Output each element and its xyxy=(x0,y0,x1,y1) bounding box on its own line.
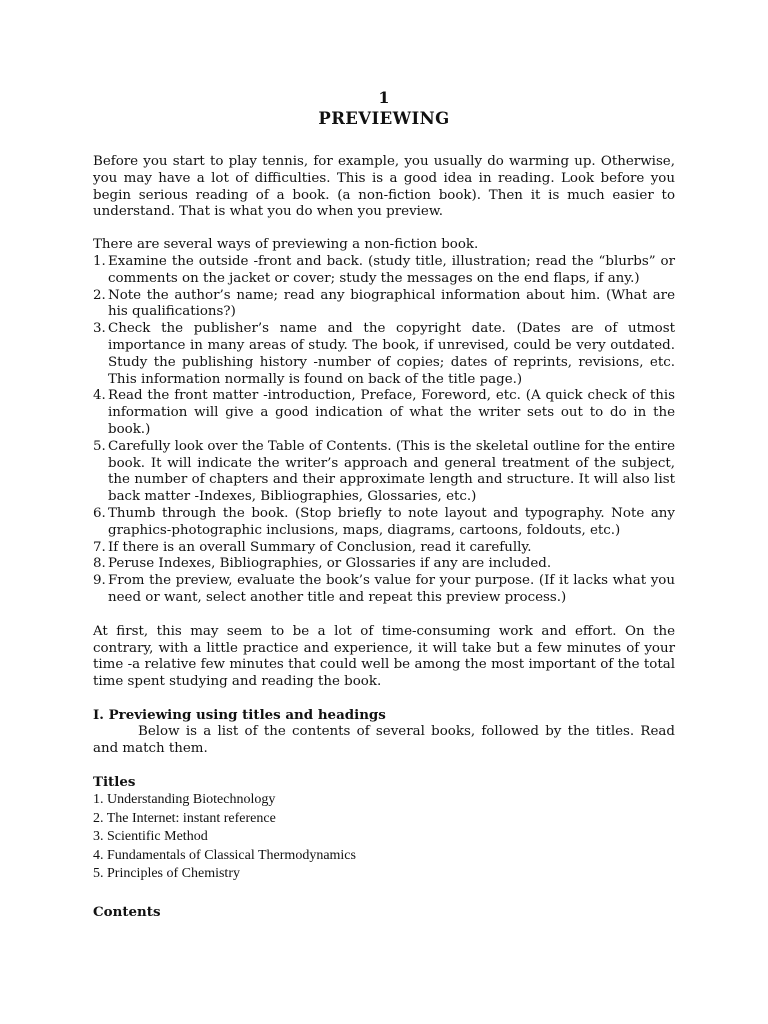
list-item-text: Thumb through the book. (Stop briefly to note layout and typography. Note any graphics-photographic inclusions, maps, diagrams, cartoons, foldouts, etc.) xyxy=(108,505,675,538)
list-item-text: Note the author’s name; read any biographical information about him. (What are his qualifications?) xyxy=(108,287,675,320)
list-item: 1. Understanding Biotechnology xyxy=(93,792,276,808)
list-item xyxy=(93,288,675,322)
chapter-number: 1 xyxy=(378,88,390,107)
ways-intro: There are several ways of previewing a non-fiction book. xyxy=(93,237,479,253)
ways-list xyxy=(93,254,675,607)
document-page xyxy=(93,88,675,921)
list-item: 3. Scientific Method xyxy=(93,829,208,845)
list-item-text: From the preview, evaluate the book’s value for your purpose. (If it lacks what you need or want, select another title and repeat this preview process.) xyxy=(108,573,675,605)
conclusion-paragraph: At first, this may seem to be a lot of time-consuming work and effort. On the contrary, with a little practice and experience, it will take but a few minutes of your time -a relative few minutes that could well be among the most important of the total time spent studying and reading the book. xyxy=(93,623,675,690)
section-heading: I. Previewing using titles and headings xyxy=(93,706,386,723)
list-item-text: If there is an overall Summary of Conclusion, read it carefully. xyxy=(108,539,532,555)
list-item-number: 8. xyxy=(93,556,106,572)
list-item xyxy=(93,388,675,438)
list-item-text: Examine the outside -front and back. (study title, illustration; read the “blurbs” or comments on the jacket or cover; study the messages on the end flaps, if any.) xyxy=(108,253,675,286)
list-item xyxy=(93,254,675,288)
titles-heading: Titles xyxy=(93,774,136,791)
list-item xyxy=(93,573,675,607)
titles-list xyxy=(93,791,675,884)
list-item-number: 2. xyxy=(93,287,106,303)
list-item-number: 4. xyxy=(93,388,106,404)
chapter-title: PREVIEWING xyxy=(318,109,450,128)
list-item-text: Check the publisher’s name and the copyright date. (Dates are of utmost importance in many areas of study. The book, if unrevised, could be very outdated. Study the publishing history -number of copies; dates of reprints, revisions, etc. This information normally is found on back of the title page.) xyxy=(108,321,675,387)
list-item-number: 5. xyxy=(93,438,106,454)
list-item-text: Carefully look over the Table of Contents. (This is the skeletal outline for the entire book. It will indicate the writer’s approach and general treatment of the subject, the number of chapters and their approximate length and structure. It will also list back matter -Indexes, Bibliographies, Glossaries, etc.) xyxy=(108,438,675,505)
list-item xyxy=(93,321,675,388)
list-item-number: 6. xyxy=(93,505,106,521)
list-item-text: Peruse Indexes, Bibliographies, or Glossaries if any are included. xyxy=(108,556,552,572)
intro-paragraph: Before you start to play tennis, for example, you usually do warming up. Otherwise, you may have a lot of difficulties. This is a good idea in reading. Look before you begin serious reading of a book. (a non-fiction book). Then it is much easier to understand. That is what you do when you preview. xyxy=(93,154,675,220)
contents-heading: Contents xyxy=(93,904,161,921)
list-item: 2. The Internet: instant reference xyxy=(93,810,276,826)
list-item: 5. Principles of Chemistry xyxy=(93,866,240,882)
list-item: 4. Fundamentals of Classical Thermodynamics xyxy=(93,847,356,863)
list-item-number: 7. xyxy=(93,539,106,555)
list-item xyxy=(93,439,675,506)
list-item-number: 9. xyxy=(93,573,106,589)
list-item-number: 1. xyxy=(93,253,106,269)
list-item xyxy=(93,506,675,540)
list-item-text: Read the front matter -introduction, Preface, Foreword, etc. (A quick check of this information will give a good indication of what the writer sets out to do in the book.) xyxy=(108,388,675,437)
list-item-number: 3. xyxy=(93,321,106,337)
list-item xyxy=(93,540,675,557)
section-instruction: Below is a list of the contents of several books, followed by the titles. Read and match them. xyxy=(93,723,675,756)
list-item xyxy=(93,556,675,573)
